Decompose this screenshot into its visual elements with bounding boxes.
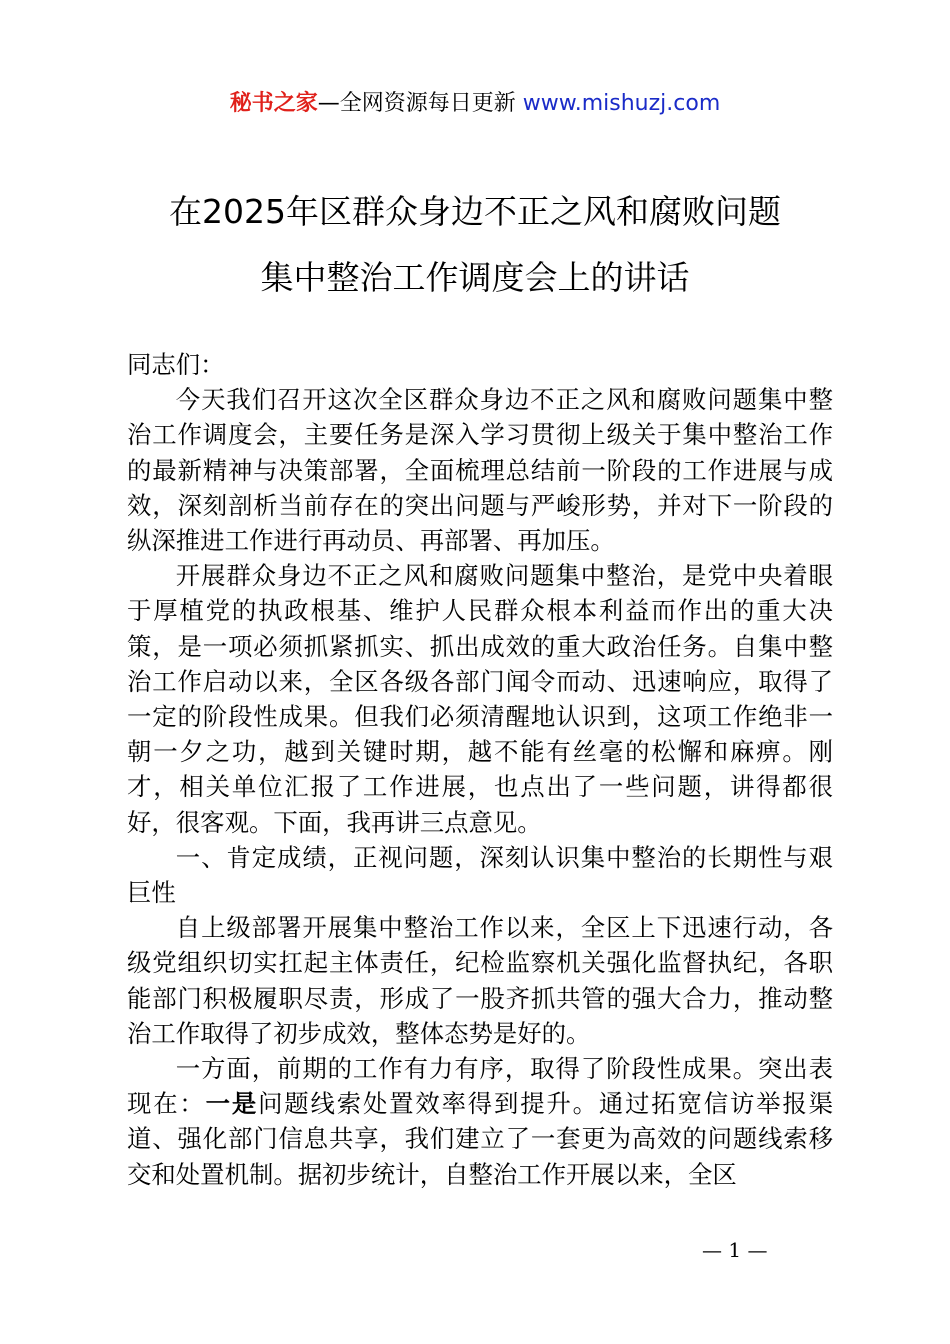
section-heading-1: 一、肯定成绩，正视问题，深刻认识集中整治的长期性与艰巨性 [127, 842, 833, 908]
bold-marker-first: 一是 [205, 1089, 259, 1119]
paragraph-continuation: 问题线索处置效率得到提升。通过拓宽信访举报渠道、强化部门信息共享，我们建立了一套更为高效的问题线索移交和处置机制。据初步统计，自整治工作开展以来，全区 [127, 1089, 833, 1189]
paragraph-intro: 今天我们召开这次全区群众身边不正之风和腐败问题集中整治工作调度会，主要任务是深入学习贯彻上级关于集中整治工作的最新精神与决策部署，全面梳理总结前一阶段的工作进展与成效，深刻剖析当前存在的突出问题与严峻形势，并对下一阶段的纵深推进工作进行再动员、再部署、再加压。 [127, 385, 833, 556]
brand-name: 秘书之家 [229, 91, 318, 116]
paragraph-lead: 一方面，前期的工作有力有序，取得了阶段性成果。突出表现在： [127, 1054, 833, 1119]
site-url-link[interactable]: www.mishuzj.com [522, 91, 721, 116]
paragraph-achievements: 自上级部署开展集中整治工作以来，全区上下迅速行动，各级党组织切实扛起主体责任，纪检监察机关强化监督执纪，各职能部门积极履职尽责，形成了一股齐抓共管的强大合力，推动整治工作取得了初步成效，整体态势是好的。 [127, 913, 833, 1048]
banner-tagline: —全网资源每日更新 [317, 91, 523, 116]
site-banner [0, 88, 950, 120]
salutation: 同志们： [127, 350, 225, 379]
document-body [127, 347, 833, 1192]
page-number: — 1 — [702, 1238, 768, 1262]
document-title-line-2: 集中整治工作调度会上的讲话 [260, 258, 690, 297]
document-title-line-1: 在2025年区群众身边不正之风和腐败问题 [169, 192, 781, 231]
paragraph-background: 开展群众身边不正之风和腐败问题集中整治，是党中央着眼于厚植党的执政根基、维护人民群众根本利益而作出的重大决策，是一项必须抓紧抓实、抓出成效的重大政治任务。自集中整治工作启动以来，全区各级各部门闻令而动、迅速响应，取得了一定的阶段性成果。但我们必须清醒地认识到，这项工作绝非一朝一夕之功，越到关键时期，越不能有丝毫的松懈和麻痹。刚才，相关单位汇报了工作进展，也点出了一些问题，讲得都很好，很客观。下面，我再讲三点意见。 [127, 561, 833, 837]
paragraph-first-aspect [127, 1051, 833, 1192]
